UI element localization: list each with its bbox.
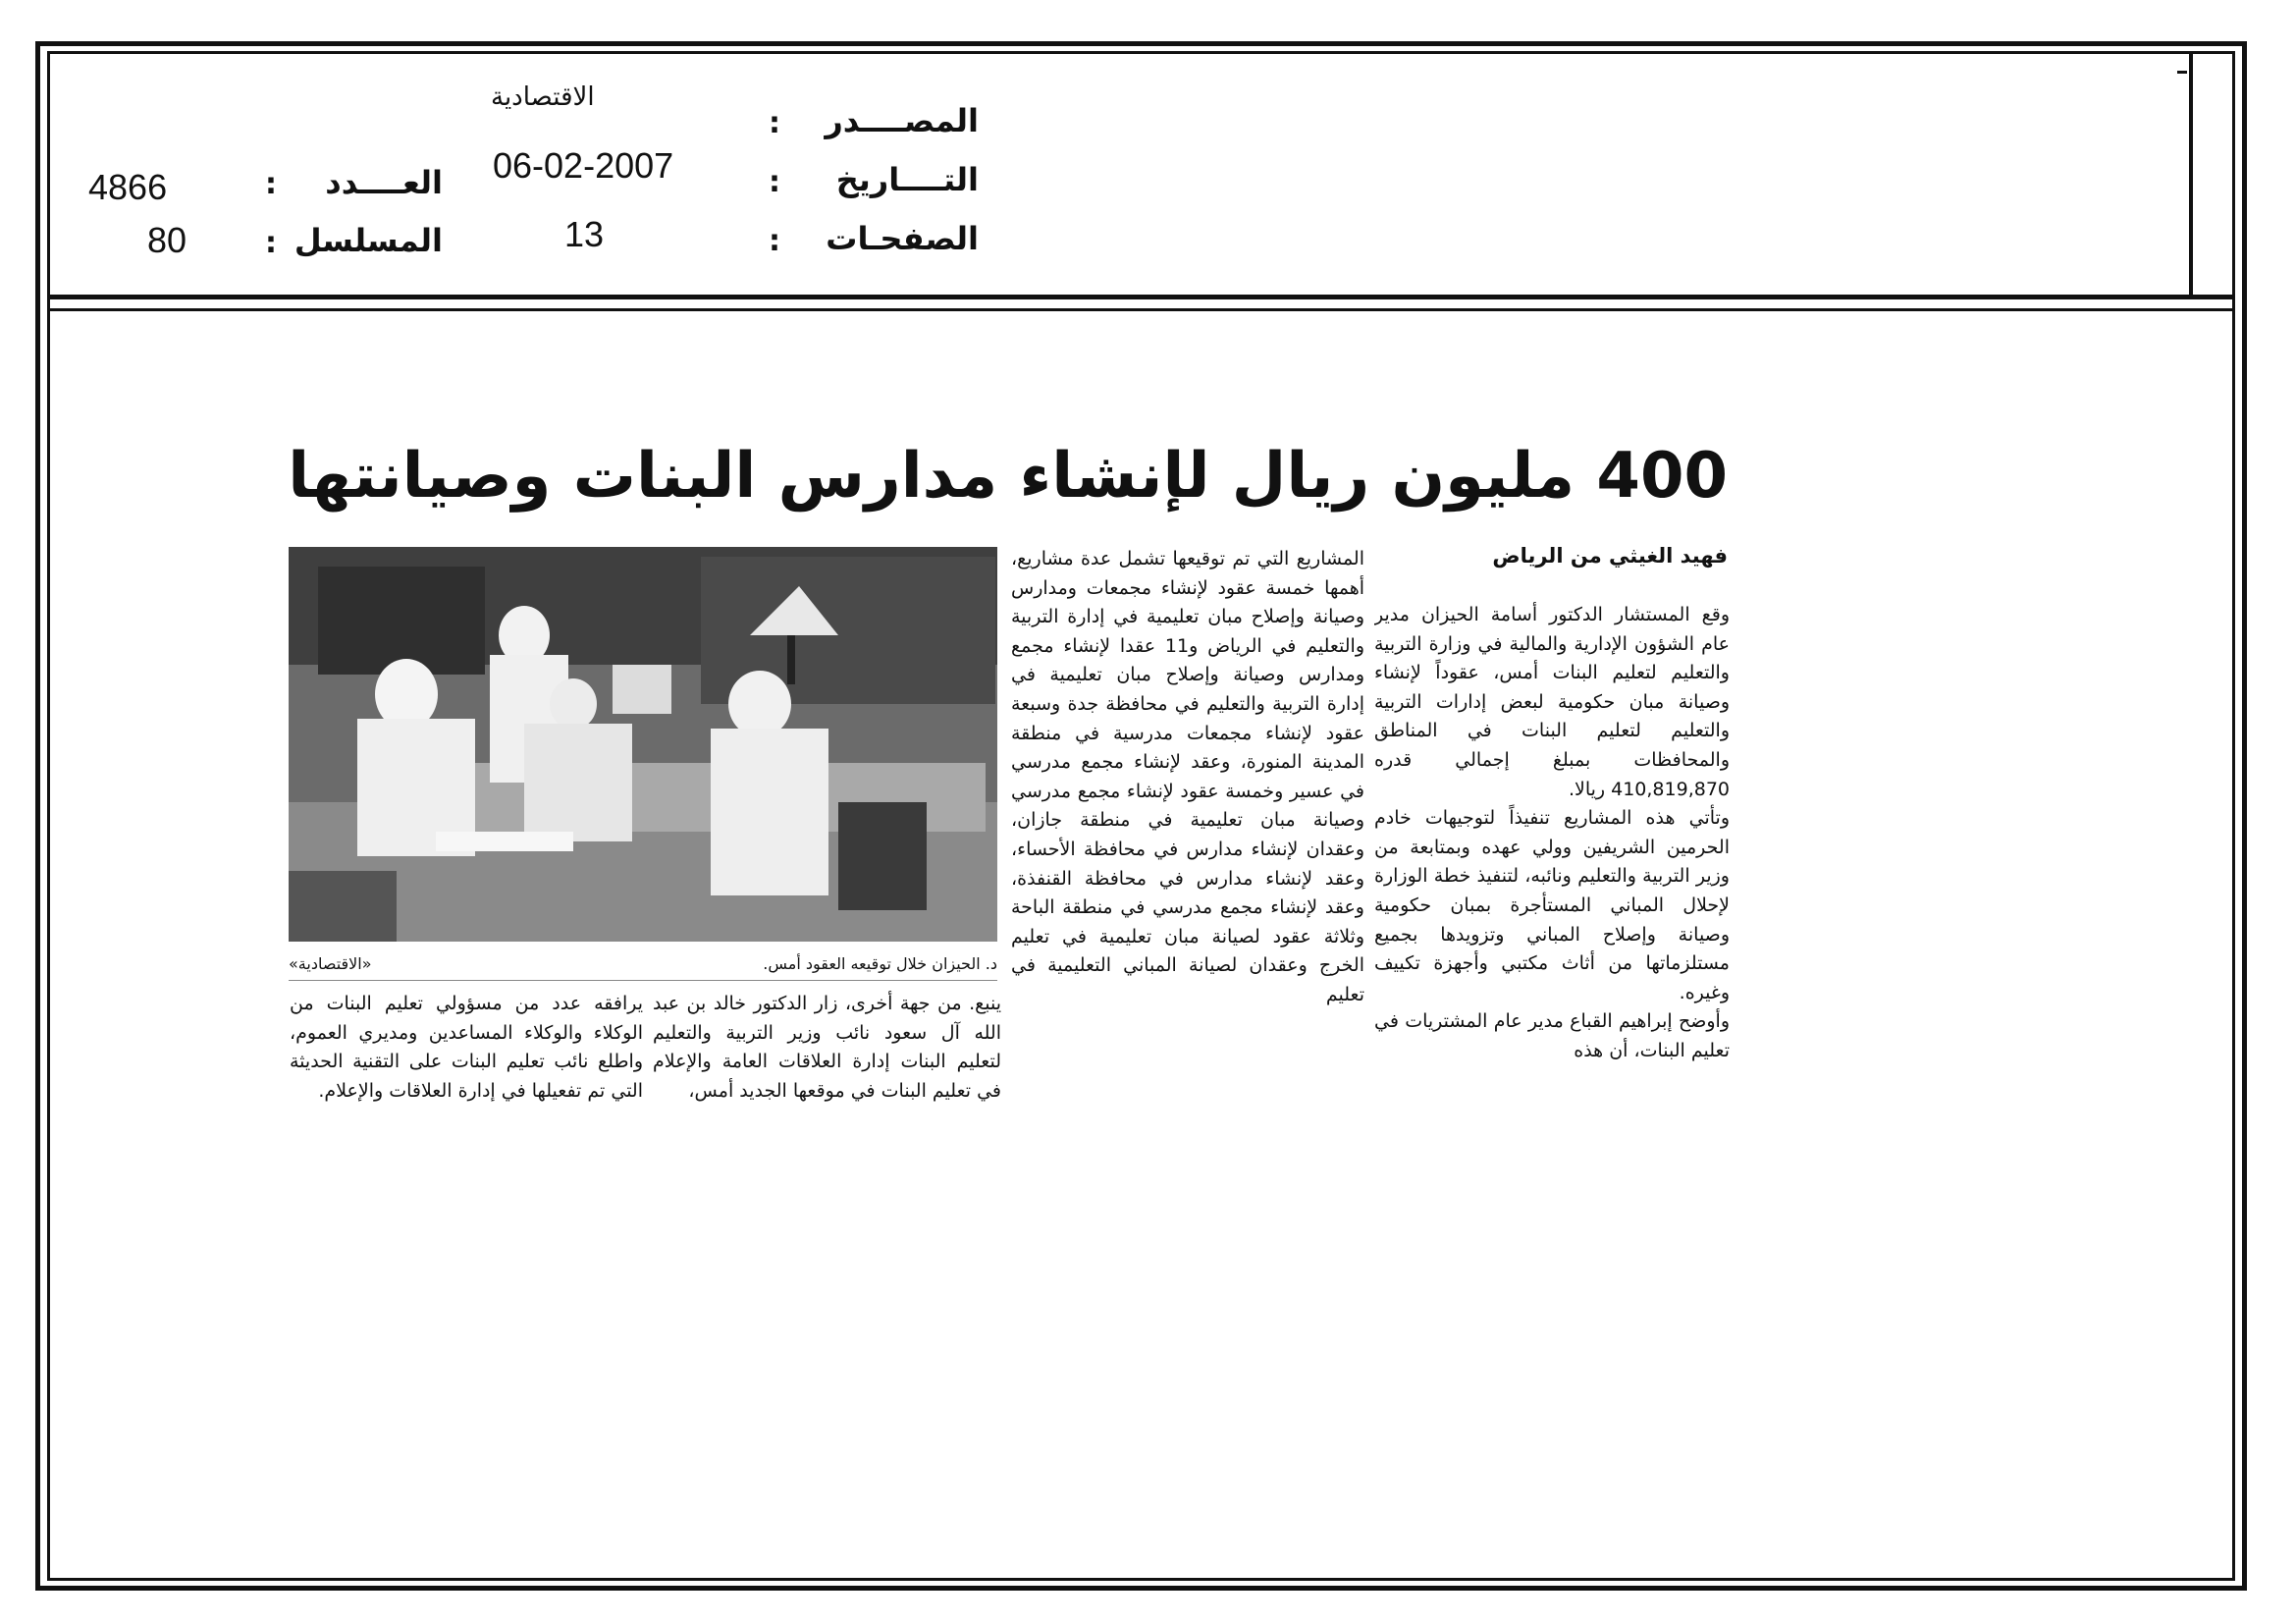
issue-colon: : — [265, 167, 277, 201]
article-paragraph: وقع المستشار الدكتور أسامة الحيزان مدير عام الشؤون الإدارية والمالية في وزارة التربية والتعليم لتعليم البنات أمس، عقوداً لإنشاء وصيانة مبان حكومية لبعض إدارات التربية والتعليم لتعليم البنات في المناطق والمحافظات بمبلغ إجمالي قدره 410,819,870 ريالا. — [1374, 604, 1730, 800]
pages-colon: : — [769, 224, 780, 258]
article-paragraph: وأوضح إبراهيم القباع مدير عام المشتريات في تعليم البنات، أن هذه — [1374, 1010, 1730, 1061]
article-paragraph: وتأتي هذه المشاريع تنفيذاً لتوجيهات خادم الحرمين الشريفين وولي عهده وبمتابعة من وزير التربية والتعليم ونائبه، لتنفيذ خطة الوزارة لإحلال المباني المستأجرة بمبان حكومية وصيانة وإصلاح المباني وتزويدها بجميع مستلزماتها من أثاث مكتبي وأجهزة تكييف وغيره. — [1374, 807, 1730, 1003]
date-value: 06-02-2007 — [493, 145, 674, 186]
pages-label: الصفحـات — [826, 220, 979, 257]
source-value: الاقتصادية — [491, 82, 595, 112]
article-column-2 — [1011, 545, 1364, 1154]
issue-value: 4866 — [88, 167, 168, 207]
article-column-3 — [653, 990, 1001, 1157]
photo-caption: د. الحيزان خلال توقيعه العقود أمس. — [763, 954, 997, 973]
article-byline: فهيد الغيثي من الرياض — [1492, 544, 1728, 568]
article-column-1 — [1374, 601, 1730, 1151]
serial-colon: : — [265, 226, 277, 260]
caption-rule — [289, 980, 997, 981]
date-label: التــــاريخ — [835, 161, 979, 198]
header-divider-thin — [47, 308, 2235, 311]
clipping-header — [47, 51, 2235, 298]
source-label: المصــــدر — [825, 102, 979, 139]
article-column-4 — [290, 990, 643, 1157]
article-photo — [289, 547, 997, 942]
date-colon: : — [769, 165, 780, 199]
article-paragraph: يرافقه عدد من مسؤولي تعليم البنات من الوكلاء والوكلاء المساعدين ومديري العموم، واطلع نائب تعليم البنات على التقنية الحديثة التي تم تفعيلها في إدارة العلاقات والإعلام. — [290, 993, 643, 1102]
photo-caption-row — [289, 954, 997, 978]
pages-value: 13 — [564, 214, 605, 254]
serial-label: المسلسل — [294, 222, 443, 259]
serial-value: 80 — [147, 220, 187, 260]
source-colon: : — [769, 106, 780, 140]
article-paragraph: المشاريع التي تم توقيعها تشمل عدة مشاريع، أهمها خمسة عقود لإنشاء مجمعات ومدارس وصيانة وإصلاح مبان تعليمية في إدارة التربية والتعليم في الرياض و11 عقدا لإنشاء مجمع ومدارس وصيانة وإصلاح مبان تعليمية في إدارة التربية والتعليم في محافظة جدة وسبعة عقود لإنشاء مجمعات مدرسية في منطقة المدينة المنورة، وعقد لإنشاء مجمع مدرسي في عسير وخمسة عقود لإنشاء مجمع مدرسي وصيانة مبان تعليمية في منطقة جازان، وعقدان لإنشاء مدارس في محافظة الأحساء، وعقد لإنشاء مدارس في محافظة القنفذة، وعقد لإنشاء مجمع مدرسي في منطقة الباحة وثلاثة عقود لصيانة مبان تعليمية في تعليم الخرج وعقدان لصيانة المباني التعليمية في تعليم — [1011, 548, 1364, 1005]
issue-label: العــــدد — [325, 164, 443, 201]
photo-credit: «الاقتصادية» — [289, 954, 372, 973]
photo-illustration — [289, 547, 997, 942]
article-headline: 400 مليون ريال لإنشاء مدارس البنات وصيانتها — [288, 440, 1728, 513]
article-paragraph: ينبع. من جهة أخرى، زار الدكتور خالد بن عبد الله آل سعود نائب وزير التربية والتعليم لتعليم البنات إدارة العلاقات العامة والإعلام في تعليم البنات في موقعها الجديد أمس، — [653, 993, 1001, 1102]
